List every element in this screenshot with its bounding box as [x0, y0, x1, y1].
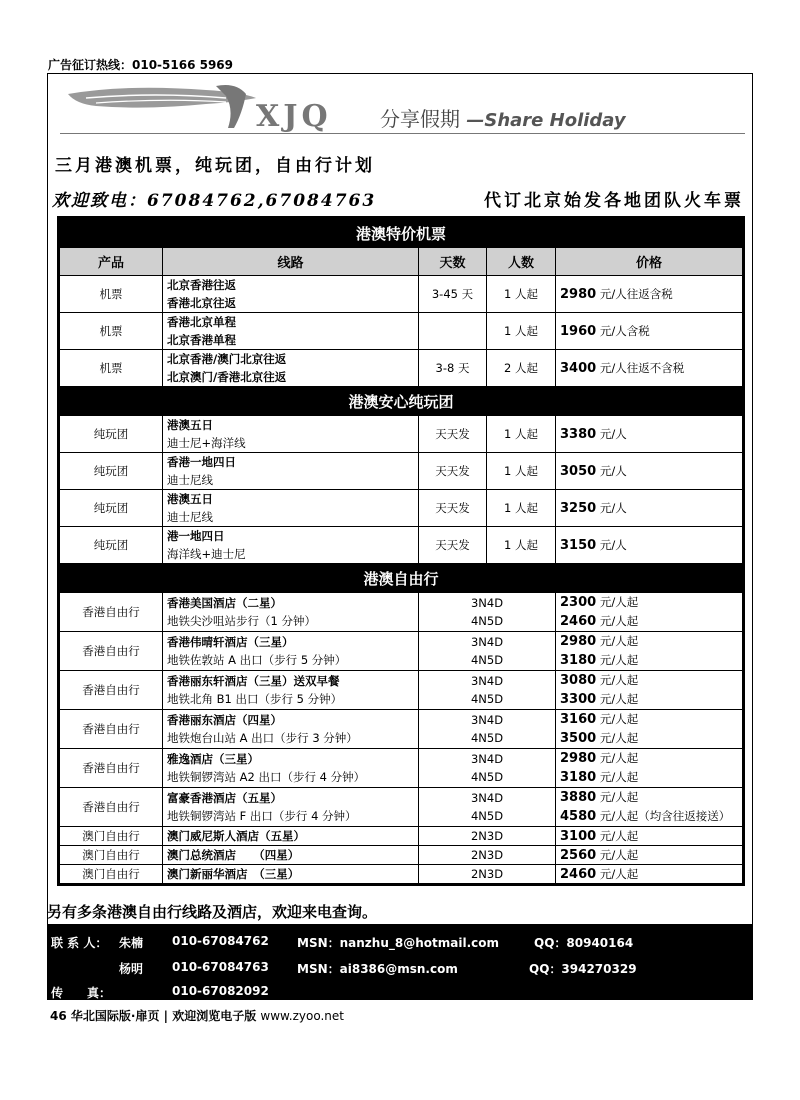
cell-people: 1 人起	[487, 313, 556, 350]
route-line-1: 港澳五日	[167, 418, 213, 432]
cell-route	[163, 632, 419, 671]
cell-days	[419, 710, 556, 749]
brand-name	[380, 103, 626, 132]
price-value: 3400	[560, 361, 597, 376]
table-row	[60, 350, 743, 387]
cell-price	[556, 416, 743, 453]
price-unit: 元/人起	[599, 595, 639, 609]
table-row	[60, 490, 743, 527]
table-row	[60, 671, 743, 710]
price-value: 3500	[560, 731, 597, 746]
price-line-2	[560, 729, 738, 748]
cell-route	[163, 788, 419, 827]
col-days: 天数	[419, 248, 487, 276]
price-line-1	[560, 710, 738, 729]
cell-route	[163, 453, 419, 490]
cell-price	[556, 632, 743, 671]
price-value: 3160	[560, 712, 597, 727]
days-option-1: 3N4D	[470, 635, 504, 649]
price-unit: 元/人	[599, 464, 627, 478]
price-line-2	[560, 690, 738, 709]
macau-body	[60, 827, 743, 884]
cell-product: 香港自由行	[60, 788, 163, 827]
price-unit: 元/人往返不含税	[599, 361, 685, 375]
price-line-2	[560, 612, 738, 631]
table-row	[60, 865, 743, 884]
price-line-2	[560, 651, 738, 670]
cell-product: 香港自由行	[60, 710, 163, 749]
table-row	[60, 749, 743, 788]
cell-price	[556, 593, 743, 632]
page-number: 46	[50, 1009, 67, 1023]
cell-product: 香港自由行	[60, 593, 163, 632]
hotel-name: 香港丽东酒店（四星）	[167, 713, 282, 727]
cell-route	[163, 276, 419, 313]
days-option-1: 3N4D	[470, 713, 504, 727]
more-routes-note: 另有多条港澳自由行线路及酒店，欢迎来电查询。	[47, 903, 378, 921]
price-line-2	[560, 807, 738, 826]
hotel-name: 香港丽东轩酒店（三星）送双早餐	[167, 674, 340, 688]
table-row	[60, 827, 743, 846]
price-line-1	[560, 788, 738, 807]
cell-product: 香港自由行	[60, 632, 163, 671]
cell-price	[556, 865, 743, 884]
xjq-logo	[66, 84, 376, 132]
price-value: 2300	[560, 595, 597, 610]
cell-price	[556, 350, 743, 387]
hotel-location: 地铁铜锣湾站 F 出口（步行 4 分钟）	[167, 809, 357, 823]
cell-product: 机票	[60, 350, 163, 387]
cell-product: 香港自由行	[60, 749, 163, 788]
days-option-2: 4N5D	[470, 731, 504, 745]
price-value: 3100	[560, 829, 597, 844]
price-unit: 元/人起	[599, 634, 639, 648]
section-header-tours: 港澳安心纯玩团	[60, 387, 743, 416]
free-travel-body	[60, 593, 743, 827]
brand-cn: 分享假期	[380, 107, 460, 131]
days-option-2: 4N5D	[470, 653, 504, 667]
cell-days	[419, 593, 556, 632]
table-row	[60, 416, 743, 453]
contact-bar	[47, 924, 753, 1000]
route-line-2: 迪士尼+海洋线	[167, 436, 246, 450]
cell-route	[163, 527, 419, 564]
cell-days	[419, 632, 556, 671]
price-unit: 元/人含税	[599, 324, 650, 338]
price-unit: 元/人起	[599, 867, 639, 881]
route-line-2: 北京澳门/香港北京往返	[167, 370, 287, 384]
price-value: 4580	[560, 809, 597, 824]
hotel-location: 地铁铜锣湾站 A2 出口（步行 4 分钟）	[167, 770, 366, 784]
page-footer	[50, 1007, 344, 1024]
price-table	[57, 216, 745, 886]
contact-phone-2: 010-67084763	[172, 960, 269, 974]
cell-days	[419, 749, 556, 788]
cell-product: 纯玩团	[60, 416, 163, 453]
cell-product: 澳门自由行	[60, 827, 163, 846]
route-line-1: 香港北京单程	[167, 315, 236, 329]
contact-qq-2: QQ：394270329	[529, 962, 637, 976]
price-unit: 元/人	[599, 501, 627, 515]
price-value: 2980	[560, 287, 597, 302]
cell-route: 澳门威尼斯人酒店（五星）	[163, 827, 419, 846]
cell-route	[163, 490, 419, 527]
cell-people: 2 人起	[487, 350, 556, 387]
contact-msn-1: MSN：nanzhu_8@hotmail.com	[297, 936, 500, 950]
table-row	[60, 313, 743, 350]
table-row	[60, 710, 743, 749]
col-people: 人数	[487, 248, 556, 276]
price-unit: 元/人	[599, 538, 627, 552]
cell-price	[556, 276, 743, 313]
price-value: 3150	[560, 538, 597, 553]
price-unit: 元/人起	[599, 770, 639, 784]
hotel-location: 地铁炮台山站 A 出口（步行 3 分钟）	[167, 731, 358, 745]
cell-route	[163, 671, 419, 710]
price-line-1	[560, 632, 738, 651]
hotel-name: 香港美国酒店（二星）	[167, 596, 282, 610]
price-value: 2980	[560, 751, 597, 766]
header-divider	[60, 133, 745, 134]
cell-product: 机票	[60, 276, 163, 313]
price-unit: 元/人起	[599, 673, 639, 687]
price-value: 3300	[560, 692, 597, 707]
days-option-2: 4N5D	[470, 692, 504, 706]
cell-price	[556, 846, 743, 865]
table-row	[60, 593, 743, 632]
cell-route: 澳门新丽华酒店 （三星）	[163, 865, 419, 884]
cell-people: 1 人起	[487, 276, 556, 313]
cell-days	[419, 671, 556, 710]
days-option-2: 4N5D	[470, 809, 504, 823]
table-row	[60, 788, 743, 827]
cell-days: 天天发	[419, 416, 487, 453]
price-value: 3880	[560, 790, 597, 805]
footer-separator: |	[163, 1009, 169, 1023]
days-option-1: 3N4D	[470, 674, 504, 688]
cell-product: 机票	[60, 313, 163, 350]
cell-days: 2N3D	[419, 865, 556, 884]
price-unit: 元/人起	[599, 731, 639, 745]
footer-text: 欢迎浏览电子版	[172, 1009, 257, 1023]
table-row	[60, 527, 743, 564]
price-value: 2460	[560, 867, 597, 882]
hotel-name: 香港伟晴轩酒店（三星）	[167, 635, 294, 649]
price-value: 2460	[560, 614, 597, 629]
tours-body	[60, 416, 743, 564]
cell-route	[163, 749, 419, 788]
cell-days: 2N3D	[419, 827, 556, 846]
cell-product: 澳门自由行	[60, 846, 163, 865]
hotel-name: 富豪香港酒店（五星）	[167, 791, 282, 805]
price-unit: 元/人起（均含往返接送）	[599, 809, 731, 823]
price-unit: 元/人起	[599, 653, 639, 667]
route-line-1: 港一地四日	[167, 529, 225, 543]
cell-price	[556, 527, 743, 564]
fax-number: 010-67082092	[172, 984, 269, 998]
price-unit: 元/人起	[599, 829, 639, 843]
price-line-1	[560, 749, 738, 768]
footer-section: 华北国际版·扉页	[70, 1009, 160, 1023]
cell-price	[556, 749, 743, 788]
price-unit: 元/人往返含税	[599, 287, 673, 301]
cell-days	[419, 788, 556, 827]
price-value: 3380	[560, 427, 597, 442]
cell-days	[419, 313, 487, 350]
cell-product: 香港自由行	[60, 671, 163, 710]
cell-route	[163, 350, 419, 387]
cell-days: 天天发	[419, 490, 487, 527]
footer-url: www.zyoo.net	[260, 1009, 344, 1023]
price-value: 3180	[560, 653, 597, 668]
cell-days: 2N3D	[419, 846, 556, 865]
price-unit: 元/人起	[599, 848, 639, 862]
svg-text:XJQ: XJQ	[256, 99, 332, 132]
route-line-1: 香港一地四日	[167, 455, 236, 469]
cell-price	[556, 671, 743, 710]
days-option-1: 3N4D	[470, 596, 504, 610]
cell-product: 澳门自由行	[60, 865, 163, 884]
price-value: 1960	[560, 324, 597, 339]
price-unit: 元/人	[599, 427, 627, 441]
price-line-1	[560, 671, 738, 690]
promo-phone: 欢迎致电：67084762,67084763	[52, 191, 377, 211]
cell-price	[556, 710, 743, 749]
section-header-flights: 港澳特价机票	[60, 219, 743, 248]
route-line-2: 海洋线+迪士尼	[167, 547, 246, 561]
cell-price	[556, 827, 743, 846]
hotel-location: 地铁北角 B1 出口（步行 5 分钟）	[167, 692, 343, 706]
cell-days: 天天发	[419, 453, 487, 490]
price-value: 3180	[560, 770, 597, 785]
hotel-location: 地铁尖沙咀站步行（1 分钟）	[167, 614, 316, 628]
route-line-2: 北京香港单程	[167, 333, 236, 347]
cell-price	[556, 490, 743, 527]
price-value: 2980	[560, 634, 597, 649]
cell-price	[556, 453, 743, 490]
contact-phone-1: 010-67084762	[172, 934, 269, 948]
cell-people: 1 人起	[487, 527, 556, 564]
cell-product: 纯玩团	[60, 490, 163, 527]
cell-price	[556, 788, 743, 827]
price-value: 2560	[560, 848, 597, 863]
flights-body	[60, 276, 743, 387]
contact-msn-2: MSN：ai8386@msn.com	[297, 962, 458, 976]
brand-en: —Share Holiday	[466, 110, 626, 131]
route-line-1: 北京香港往返	[167, 278, 236, 292]
price-unit: 元/人起	[599, 712, 639, 726]
price-line-1	[560, 593, 738, 612]
contact-name-2: 杨明	[119, 962, 144, 976]
route-line-2: 迪士尼线	[167, 510, 213, 524]
price-unit: 元/人起	[599, 790, 639, 804]
price-line-2	[560, 768, 738, 787]
route-line-2: 香港北京往返	[167, 296, 236, 310]
table-row	[60, 632, 743, 671]
cell-people: 1 人起	[487, 453, 556, 490]
hotel-name: 雅逸酒店（三星）	[167, 752, 259, 766]
cell-days: 3-45 天	[419, 276, 487, 313]
price-value: 3250	[560, 501, 597, 516]
route-line-1: 港澳五日	[167, 492, 213, 506]
days-option-2: 4N5D	[470, 614, 504, 628]
cell-days: 3-8 天	[419, 350, 487, 387]
table-header-row	[60, 248, 743, 276]
cell-route	[163, 710, 419, 749]
price-value: 3050	[560, 464, 597, 479]
cell-route	[163, 416, 419, 453]
ad-hotline: 广告征订热线：010-5166 5969	[48, 58, 234, 72]
cell-product: 纯玩团	[60, 453, 163, 490]
days-option-2: 4N5D	[470, 770, 504, 784]
cell-price	[556, 313, 743, 350]
cell-route	[163, 593, 419, 632]
route-line-2: 迪士尼线	[167, 473, 213, 487]
cell-people: 1 人起	[487, 490, 556, 527]
hotel-location: 地铁佐敦站 A 出口（步行 5 分钟）	[167, 653, 347, 667]
table-row	[60, 276, 743, 313]
route-line-1: 北京香港/澳门北京往返	[167, 352, 287, 366]
cell-people: 1 人起	[487, 416, 556, 453]
contact-label: 联 系 人：	[51, 936, 108, 950]
contact-qq-1: QQ：80940164	[534, 936, 634, 950]
table-row	[60, 453, 743, 490]
contact-name-1: 朱楠	[119, 936, 144, 950]
cell-product: 纯玩团	[60, 527, 163, 564]
fax-label: 传 真：	[51, 986, 112, 1000]
table-row	[60, 846, 743, 865]
col-price: 价格	[556, 248, 743, 276]
section-header-free: 港澳自由行	[60, 564, 743, 593]
days-option-1: 3N4D	[470, 752, 504, 766]
cell-route: 澳门总统酒店 （四星）	[163, 846, 419, 865]
days-option-1: 3N4D	[470, 791, 504, 805]
promo-headline: 三月港澳机票，纯玩团，自由行计划	[55, 156, 375, 176]
col-route: 线路	[163, 248, 419, 276]
col-product: 产品	[60, 248, 163, 276]
price-unit: 元/人起	[599, 692, 639, 706]
promo-train: 代订北京始发各地团队火车票	[484, 191, 744, 211]
price-unit: 元/人起	[599, 614, 639, 628]
price-unit: 元/人起	[599, 751, 639, 765]
cell-days: 天天发	[419, 527, 487, 564]
cell-route	[163, 313, 419, 350]
price-value: 3080	[560, 673, 597, 688]
